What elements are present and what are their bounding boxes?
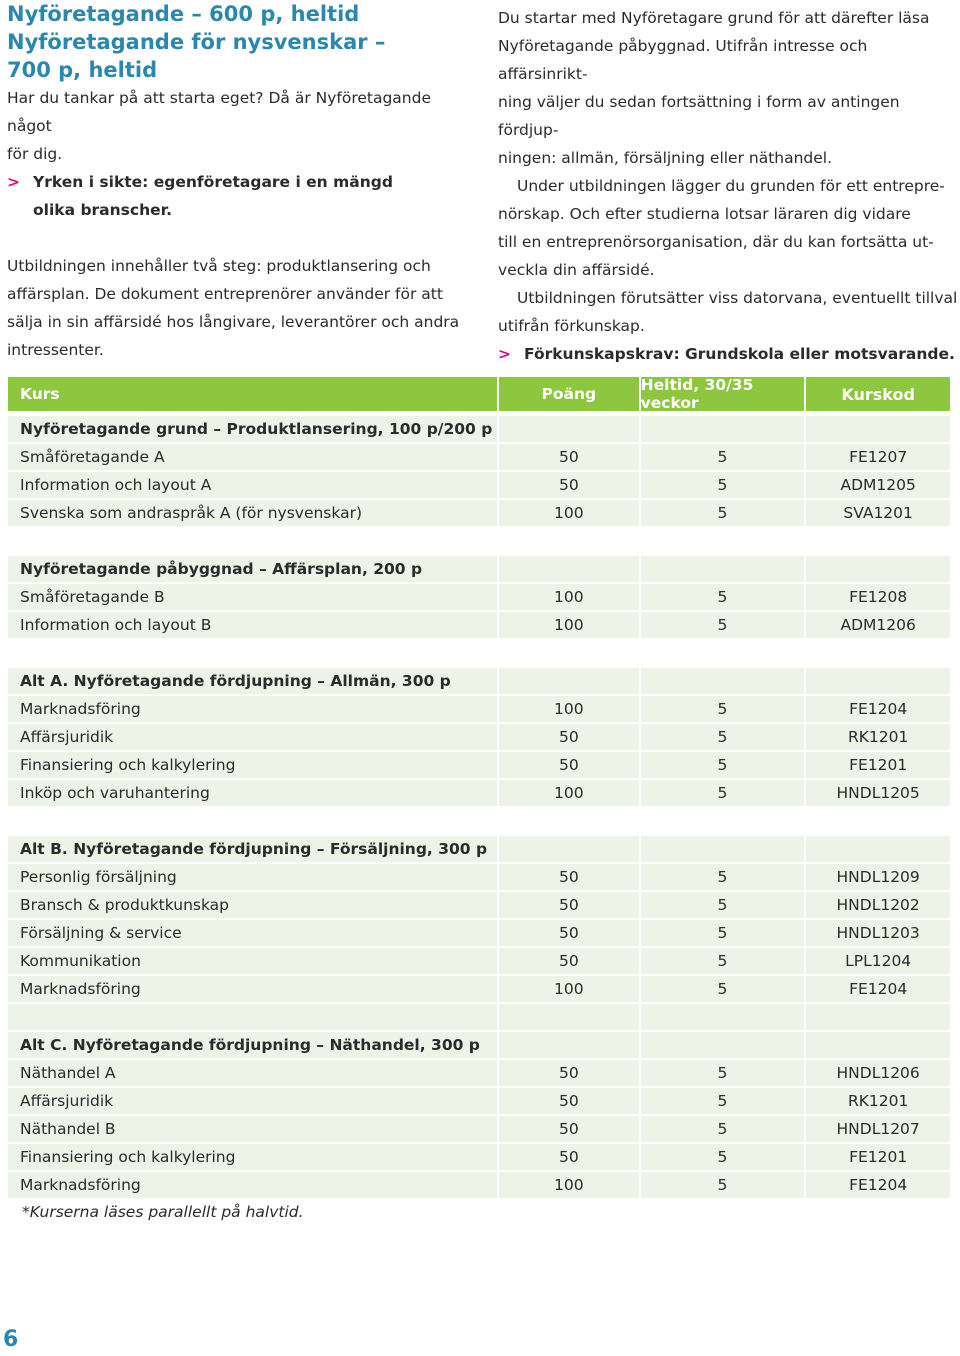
- course-code: HNDL1202: [806, 892, 950, 918]
- course-code: RK1201: [806, 1088, 950, 1114]
- course-weeks: 5: [641, 1144, 805, 1170]
- right-line-2: Nyföretagande påbyggnad. Utifrån intresse och affärsinrikt-: [498, 37, 868, 83]
- career-bullet-line-2: olika branscher.: [33, 201, 172, 219]
- table-row: [8, 1059, 950, 1087]
- course-code: SVA1201: [806, 500, 950, 526]
- section-heltid-cell: [641, 556, 805, 582]
- section-poang-cell: [499, 836, 639, 862]
- course-code: ADM1206: [806, 612, 950, 638]
- table-row: [8, 891, 950, 919]
- table-row: [8, 583, 950, 611]
- section-poang-cell: [499, 1032, 639, 1058]
- course-weeks: 5: [641, 724, 805, 750]
- para-line-4: intressenter.: [7, 341, 104, 359]
- section-heltid-cell: [641, 836, 805, 862]
- course-weeks: 5: [641, 920, 805, 946]
- table-body: [8, 415, 950, 1199]
- course-weeks: 5: [641, 1088, 805, 1114]
- career-bullet-line-1: Yrken i sikte: egenföretagare i en mängd: [33, 173, 393, 191]
- course-points: 50: [499, 472, 639, 498]
- title-line-1: Nyföretagande – 600 p, heltid: [7, 2, 360, 26]
- course-code: LPL1204: [806, 948, 950, 974]
- section-row: [8, 415, 950, 443]
- course-points: 100: [499, 780, 639, 806]
- section-heltid-cell: [641, 416, 805, 442]
- table-row: [8, 919, 950, 947]
- course-points: 100: [499, 696, 639, 722]
- course-code: FE1207: [806, 444, 950, 470]
- course-code: ADM1205: [806, 472, 950, 498]
- section-kod-cell: [806, 1032, 950, 1058]
- course-weeks: 5: [641, 500, 805, 526]
- course-weeks: 5: [641, 584, 805, 610]
- course-weeks: 5: [641, 892, 805, 918]
- course-code: HNDL1206: [806, 1060, 950, 1086]
- title-line-2: Nyföretagande för nysvenskar –: [7, 30, 386, 54]
- table-row: [8, 611, 950, 639]
- course-weeks: 5: [641, 864, 805, 890]
- course-points: 50: [499, 948, 639, 974]
- course-name: Näthandel B: [8, 1116, 497, 1142]
- para-line-1: Utbildningen innehåller två steg: produktlansering och: [7, 257, 431, 275]
- footnote: *Kurserna läses parallellt på halvtid.: [22, 1203, 304, 1221]
- section-row: [8, 1031, 950, 1059]
- left-column: [7, 0, 477, 364]
- section-poang-cell: [499, 668, 639, 694]
- course-name: Småföretagande B: [8, 584, 497, 610]
- course-code: FE1208: [806, 584, 950, 610]
- table-header: [8, 377, 950, 411]
- section-poang-cell: [499, 416, 639, 442]
- course-code: FE1204: [806, 696, 950, 722]
- header-heltid: Heltid, 30/35 veckor: [641, 377, 805, 411]
- section-heltid-cell: [641, 1032, 805, 1058]
- course-code: HNDL1207: [806, 1116, 950, 1142]
- course-table: [8, 377, 950, 1199]
- course-weeks: 5: [641, 976, 805, 1002]
- table-row: [8, 723, 950, 751]
- right-line-8: veckla din affärsidé.: [498, 261, 655, 279]
- para-line-3: sälja in sin affärsidé hos långivare, leverantörer och andra: [7, 313, 460, 331]
- course-points: 50: [499, 1060, 639, 1086]
- right-line-9: Utbildningen förutsätter viss datorvana, eventuellt tillval: [517, 289, 958, 307]
- section-title: Nyföretagande grund – Produktlansering, 100 p/200 p: [8, 416, 497, 442]
- course-weeks: 5: [641, 444, 805, 470]
- course-name: Kommunikation: [8, 948, 497, 974]
- title-line-3: 700 p, heltid: [7, 58, 158, 82]
- right-line-3: ning väljer du sedan fortsättning i form av antingen fördjup-: [498, 93, 900, 139]
- course-name: Finansiering och kalkylering: [8, 752, 497, 778]
- course-name: Affärsjuridik: [8, 724, 497, 750]
- course-code: RK1201: [806, 724, 950, 750]
- course-name: Affärsjuridik: [8, 1088, 497, 1114]
- course-name: Inköp och varuhantering: [8, 780, 497, 806]
- table-row: [8, 751, 950, 779]
- course-name: Finansiering och kalkylering: [8, 1144, 497, 1170]
- course-points: 100: [499, 500, 639, 526]
- course-weeks: 5: [641, 696, 805, 722]
- course-code: HNDL1203: [806, 920, 950, 946]
- course-points: 50: [499, 1116, 639, 1142]
- course-name: Information och layout A: [8, 472, 497, 498]
- course-name: Marknadsföring: [8, 696, 497, 722]
- table-row: [8, 863, 950, 891]
- course-name: Bransch & produktkunskap: [8, 892, 497, 918]
- table-row: [8, 443, 950, 471]
- intro-line-1: Har du tankar på att starta eget? Då är Nyföretagande något: [7, 89, 432, 135]
- course-points: 50: [499, 724, 639, 750]
- course-name: Information och layout B: [8, 612, 497, 638]
- course-name: Näthandel A: [8, 1060, 497, 1086]
- course-points: 50: [499, 752, 639, 778]
- section-row: [8, 555, 950, 583]
- course-weeks: 5: [641, 1116, 805, 1142]
- section-title: Alt A. Nyföretagande fördjupning – Allmän, 300 p: [8, 668, 497, 694]
- section-poang-cell: [499, 556, 639, 582]
- course-points: 100: [499, 612, 639, 638]
- course-name: Marknadsföring: [8, 1172, 497, 1198]
- header-kurskod: Kurskod: [806, 377, 950, 411]
- section-row: [8, 667, 950, 695]
- table-row: [8, 975, 950, 1003]
- right-line-1: Du startar med Nyföretagare grund för att därefter läsa: [498, 9, 930, 27]
- section-kod-cell: [806, 416, 950, 442]
- course-weeks: 5: [641, 752, 805, 778]
- intro-line-2: för dig.: [7, 145, 63, 163]
- table-row: [8, 1087, 950, 1115]
- section-kod-cell: [806, 836, 950, 862]
- course-code: FE1201: [806, 752, 950, 778]
- section-title: Nyföretagande påbyggnad – Affärsplan, 200 p: [8, 556, 497, 582]
- course-name: Småföretagande A: [8, 444, 497, 470]
- table-row: [8, 499, 950, 527]
- course-points: 50: [499, 1088, 639, 1114]
- table-row: [8, 1115, 950, 1143]
- course-code: FE1204: [806, 976, 950, 1002]
- section-heltid-cell: [641, 668, 805, 694]
- para-line-2: affärsplan. De dokument entreprenörer använder för att: [7, 285, 443, 303]
- course-points: 50: [499, 920, 639, 946]
- section-kod-cell: [806, 668, 950, 694]
- right-line-10: utifrån förkunskap.: [498, 317, 645, 335]
- career-bullet: [7, 168, 477, 224]
- course-name: Personlig försäljning: [8, 864, 497, 890]
- section-row: [8, 835, 950, 863]
- page-number: 6: [3, 1327, 19, 1352]
- course-code: FE1204: [806, 1172, 950, 1198]
- table-row: [8, 695, 950, 723]
- course-code: HNDL1205: [806, 780, 950, 806]
- section-title: Alt C. Nyföretagande fördjupning – Näthandel, 300 p: [8, 1032, 497, 1058]
- table-row: [8, 471, 950, 499]
- course-name: Marknadsföring: [8, 976, 497, 1002]
- course-code: FE1201: [806, 1144, 950, 1170]
- table-row: [8, 1171, 950, 1199]
- course-weeks: 5: [641, 948, 805, 974]
- course-points: 50: [499, 1144, 639, 1170]
- section-title: Alt B. Nyföretagande fördjupning – Försäljning, 300 p: [8, 836, 497, 862]
- table-row: [8, 779, 950, 807]
- right-line-5: Under utbildningen lägger du grunden för ett entrepre-: [517, 177, 945, 195]
- course-points: 100: [499, 976, 639, 1002]
- right-line-4: ningen: allmän, försäljning eller näthandel.: [498, 149, 833, 167]
- course-points: 50: [499, 444, 639, 470]
- header-poang: Poäng: [499, 377, 639, 411]
- prereq-bullet: [498, 340, 958, 368]
- course-points: 50: [499, 892, 639, 918]
- table-row: [8, 947, 950, 975]
- course-code: HNDL1209: [806, 864, 950, 890]
- section-kod-cell: [806, 556, 950, 582]
- course-weeks: 5: [641, 1172, 805, 1198]
- course-points: 100: [499, 584, 639, 610]
- course-points: 50: [499, 864, 639, 890]
- table-row: [8, 1143, 950, 1171]
- right-line-6: nörskap. Och efter studierna lotsar läraren dig vidare: [498, 205, 911, 223]
- course-weeks: 5: [641, 1060, 805, 1086]
- course-name: Försäljning & service: [8, 920, 497, 946]
- course-name: Svenska som andraspråk A (för nysvenskar): [8, 500, 497, 526]
- course-weeks: 5: [641, 612, 805, 638]
- course-weeks: 5: [641, 472, 805, 498]
- course-points: 100: [499, 1172, 639, 1198]
- bullet-arrow-icon: >: [7, 173, 20, 191]
- right-column: [498, 4, 958, 368]
- blank-row: [8, 1003, 950, 1031]
- bullet-arrow-icon: >: [498, 345, 511, 363]
- prereq-text: Förkunskapskrav: Grundskola eller motsvarande.: [524, 345, 955, 363]
- right-line-7: till en entreprenörsorganisation, där du kan fortsätta ut-: [498, 233, 934, 251]
- header-kurs: Kurs: [8, 377, 497, 411]
- course-weeks: 5: [641, 780, 805, 806]
